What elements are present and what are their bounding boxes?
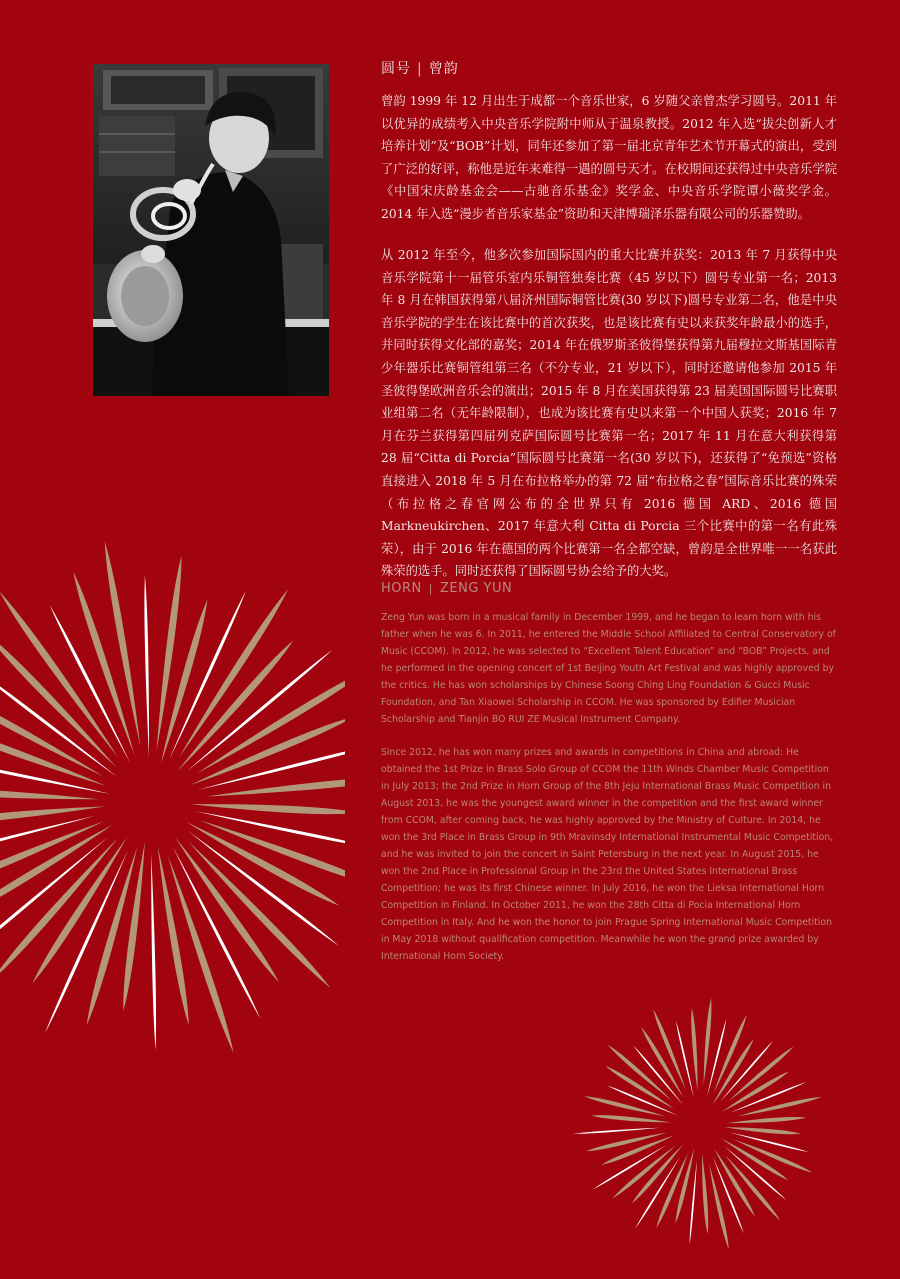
small-firework-streak	[714, 1015, 747, 1093]
large-firework-decoration	[0, 532, 345, 1092]
small-firework-streak	[691, 1008, 697, 1091]
english-heading-separator: |	[428, 582, 433, 595]
small-firework-streak	[704, 998, 712, 1085]
chinese-heading	[381, 58, 459, 78]
chinese-heading-instrument: 圆号	[381, 61, 411, 77]
small-firework-streak	[573, 1128, 660, 1134]
large-firework-streak	[196, 811, 345, 848]
english-heading-instrument: HORN	[381, 581, 422, 596]
horn-player-image	[93, 64, 329, 396]
chinese-heading-name: 曾韵	[428, 61, 459, 77]
large-firework-streak	[0, 788, 99, 799]
english-bio-paragraph-2: Since 2012, he has won many prizes and awards in competitions in China and abroad: He obtained the 1st Prize in Brass Solo Group of CCOM the 11th Winds Chamber Music Competition in July 2013; the 2nd Prize in Horn Group of the 8th Jeju International Brass Music Competition in August 2013, he was the youngest award winner in the competition and the first award winner from CCOM, after coming back, he was highly approved by the Ministry of Culture. In 2014, he won the 3rd Place in Brass Group in 9th Mravinsdy International Instrumental Music Competition, and he was invited to join the concert in Saint Petersburg in the next year. In August 2015, he won the 2nd Place in Professional Group in the 23rd the United States International Brass Competition; he was its first Chinese winner. In July 2016, he won the Lieksa International Horn Competition in Finland. In October 2011, he won the 28th Citta di Pocia International Horn Competition in Italy. And he won the honor to join Prague Spring International Music Competition in May 2018 without qualification competition. Meanwhile he won the grand prize awarded by International Horn Society.	[381, 747, 834, 962]
small-firework-streak	[653, 1009, 685, 1089]
chinese-bio-paragraph-2: 从 2012 年至今，他多次参加国际国内的重大比赛并获奖：2013 年 7 月获得中央音乐学院第十一届管乐室内乐铜管独奏比赛（45 岁以下）圆号专业第一名；2013 年 8 月在韩国获得第八届济州国际铜管比赛(30 岁以下)圆号专业第二名，他是中央音乐学院的学生在该比赛中的首次获奖，也是该比赛有史以来获奖年龄最小的选手，并同时获得文化部的嘉奖；2014 年在俄罗斯圣彼得堡获得第九届穆拉文斯基国际青少年器乐比赛铜管组第三名（不分专业，21 岁以下），同时还邀请他参加 2015 年圣彼得堡欧洲音乐会的演出；2015 年 8 月在美国获得第 23 届美国国际圆号比赛职业组第二名（无年龄限制），也成为该比赛有史以来第一个中国人获奖；2016 年 7 月在芬兰获得第四届列克萨国际圆号比赛第一名；2017 年 11 月在意大利获得第 28 届“Citta di Porcia”国际圆号比赛第一名(30 岁以下)，还获得了“免预选”资格直接进入 2018 年 5 月在布拉格举办的第 72 届“布拉格之春”国际音乐比赛的殊荣（布拉格之春官网公布的全世界只有 2016 德国 ARD、2016 德国 Markneukirchen、2017 年意大利 Citta di Porcia 三个比赛中的第一名有此殊荣），由于 2016 年在德国的两个比赛第一名全都空缺，曾韵是全世界唯一一名获此殊荣的选手。同时还获得了国际圆号协会给予的大奖。	[381, 248, 837, 579]
small-firework-streak	[734, 1140, 812, 1173]
small-firework-streak	[727, 1117, 806, 1123]
large-firework-streak	[190, 804, 345, 814]
small-firework-streak	[690, 1160, 697, 1244]
chinese-bio-paragraph-1: 曾韵 1999 年 12 月出生于成都一个音乐世家，6 岁随父亲曾杰学习圆号。2011 年以优异的成绩考入中央音乐学院附中师从于温泉教授。2012 年入选“拔尖创新人才培养计划”及“BOB”计划，同年还参加了第一届北京青年艺术节开幕式的演出，受到了广泛的好评，称他是近年来难得一遇的圆号天才。在校期间还获得过中央音乐学院《中国宋庆龄基金会——古驰音乐基金》奖学金、中央音乐学院谭小薇奖学金。2014 年入选“漫步者音乐家基金”资助和天津博瑞泽乐器有限公司的乐器赞助。	[381, 94, 837, 221]
small-firework-streak	[584, 1096, 666, 1116]
small-firework-streak	[591, 1115, 671, 1122]
large-firework-streak	[123, 842, 145, 1011]
large-firework-streak	[0, 671, 117, 777]
large-firework-streak	[0, 806, 105, 824]
large-firework-streak	[200, 820, 345, 889]
large-firework-streak	[190, 717, 345, 786]
english-heading-name: ZENG YUN	[439, 581, 513, 596]
english-bio-paragraph-1: Zeng Yun was born in a musical family in December 1999, and he began to learn horn with his father when he was 6. In 2011, he entered the Middle School Affiliated to Central Conservatory of Music (CCOM). In 2012, he was selected to “Excellent Talent Education” and “BOB” Projects, and he performed in the opening concert of 1st Beijing Youth Art Festival and was highly approved by the critics. He has won scholarships by Chinese Soong Ching Ling Foundation & Gucci Music Foundation, and Tan Xiaowei Scholarship in CCOM. He was sponsored by Edifier Musician Scholarship and Tianjin BO RUI ZE Musical Instrument Company.	[381, 612, 836, 725]
small-firework-streak	[709, 1164, 729, 1249]
chinese-heading-separator: |	[417, 61, 423, 77]
large-firework-streak	[157, 556, 182, 751]
large-firework-streak	[32, 837, 127, 983]
large-firework-streak	[151, 853, 156, 1050]
english-heading	[381, 581, 512, 596]
small-firework-streak	[702, 1154, 708, 1234]
performer-photo	[93, 64, 329, 396]
large-firework-streak	[144, 575, 149, 757]
large-firework-streak	[175, 837, 279, 982]
small-firework-streak	[676, 1021, 694, 1098]
small-firework-decoration	[565, 985, 840, 1270]
small-firework-streak	[724, 1127, 801, 1134]
small-firework-streak	[738, 1097, 822, 1116]
large-firework-streak	[206, 776, 345, 796]
